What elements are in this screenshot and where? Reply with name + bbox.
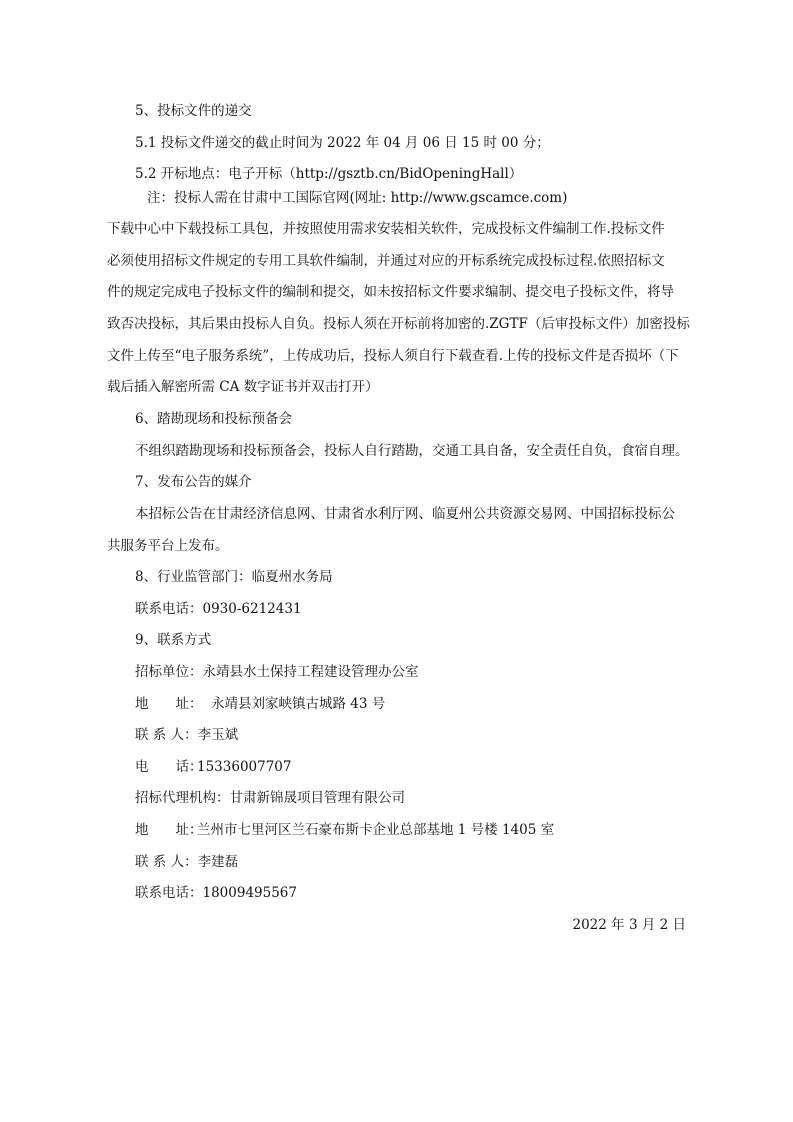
section-7-body-line: 共服务平台上发布。	[107, 538, 229, 554]
tenderer-contact: 联 系 人：李玉斌	[135, 727, 239, 743]
paragraph-line: 文件上传至“电子服务系统”，上传成功后，投标人须自行下载查看.上传的投标文件是否损坏（下	[107, 348, 679, 364]
section-9-heading: 9、联系方式	[135, 632, 212, 648]
paragraph-line: 必须使用招标文件规定的专用工具软件编制，并通过对应的开标系统完成投标过程.依照招标文	[107, 253, 665, 269]
paragraph-line: 件的规定完成电子投标文件的编制和提交，如未按招标文件要求编制、提交电子投标文件，将导	[107, 284, 674, 300]
tenderer-address	[135, 695, 385, 713]
note-line: 注：投标人需在甘肃中工国际官网(网址: http://www.gscamce.com)	[147, 190, 568, 206]
phone-value: 15336007707	[197, 759, 292, 775]
item-5-1: 5.1 投标文件递交的截止时间为 2022 年 04 月 06 日 15 时 00 分；	[135, 135, 550, 151]
section-5-heading: 5、投标文件的递交	[135, 103, 252, 119]
address-value: 永靖县刘家峡镇古城路 43 号	[211, 696, 386, 712]
address-label: 地 址：	[135, 696, 203, 712]
section-8-phone: 联系电话：0930-6212431	[135, 601, 302, 617]
tenderer-phone	[135, 758, 291, 776]
section-7-body-line: 本招标公告在甘肃经济信息网、甘肃省水利厅网、临夏州公共资源交易网、中国招标投标公	[135, 506, 675, 522]
paragraph-line: 下载中心中下载投标工具包，并按照使用需求安装相关软件，完成投标文件编制工作.投标文件	[107, 221, 665, 237]
agent-phone: 联系电话：18009495567	[135, 885, 297, 901]
agent-contact: 联 系 人：李建磊	[135, 854, 239, 870]
section-7-heading: 7、发布公告的媒介	[135, 474, 252, 490]
phone-label: 电 话：	[135, 759, 203, 775]
paragraph-line: 载后插入解密所需 CA 数字证书并双击打开）	[107, 379, 379, 395]
section-8-heading: 8、行业监管部门：临夏州水务局	[135, 569, 333, 585]
address-label: 地 址：	[135, 822, 203, 838]
agent-name: 招标代理机构：甘肃新锦晟项目管理有限公司	[135, 790, 405, 806]
item-5-2: 5.2 开标地点：电子开标（http://gsztb.cn/BidOpeningHall）	[135, 166, 523, 182]
address-value: 兰州市七里河区兰石豪布斯卡企业总部基地 1 号楼 1405 室	[197, 822, 555, 838]
agent-address	[135, 821, 554, 839]
section-6-body: 不组织踏勘现场和投标预备会，投标人自行踏勘，交通工具自备，安全责任自负，食宿自理。	[135, 443, 689, 459]
tenderer-name: 招标单位：永靖县水土保持工程建设管理办公室	[135, 664, 419, 680]
document-date: 2022 年 3 月 2 日	[572, 917, 686, 933]
section-6-heading: 6、踏勘现场和投标预备会	[135, 411, 293, 427]
paragraph-line: 致否决投标，其后果由投标人自负。投标人须在开标前将加密的.ZGTF（后审投标文件）加密投标	[107, 316, 690, 332]
